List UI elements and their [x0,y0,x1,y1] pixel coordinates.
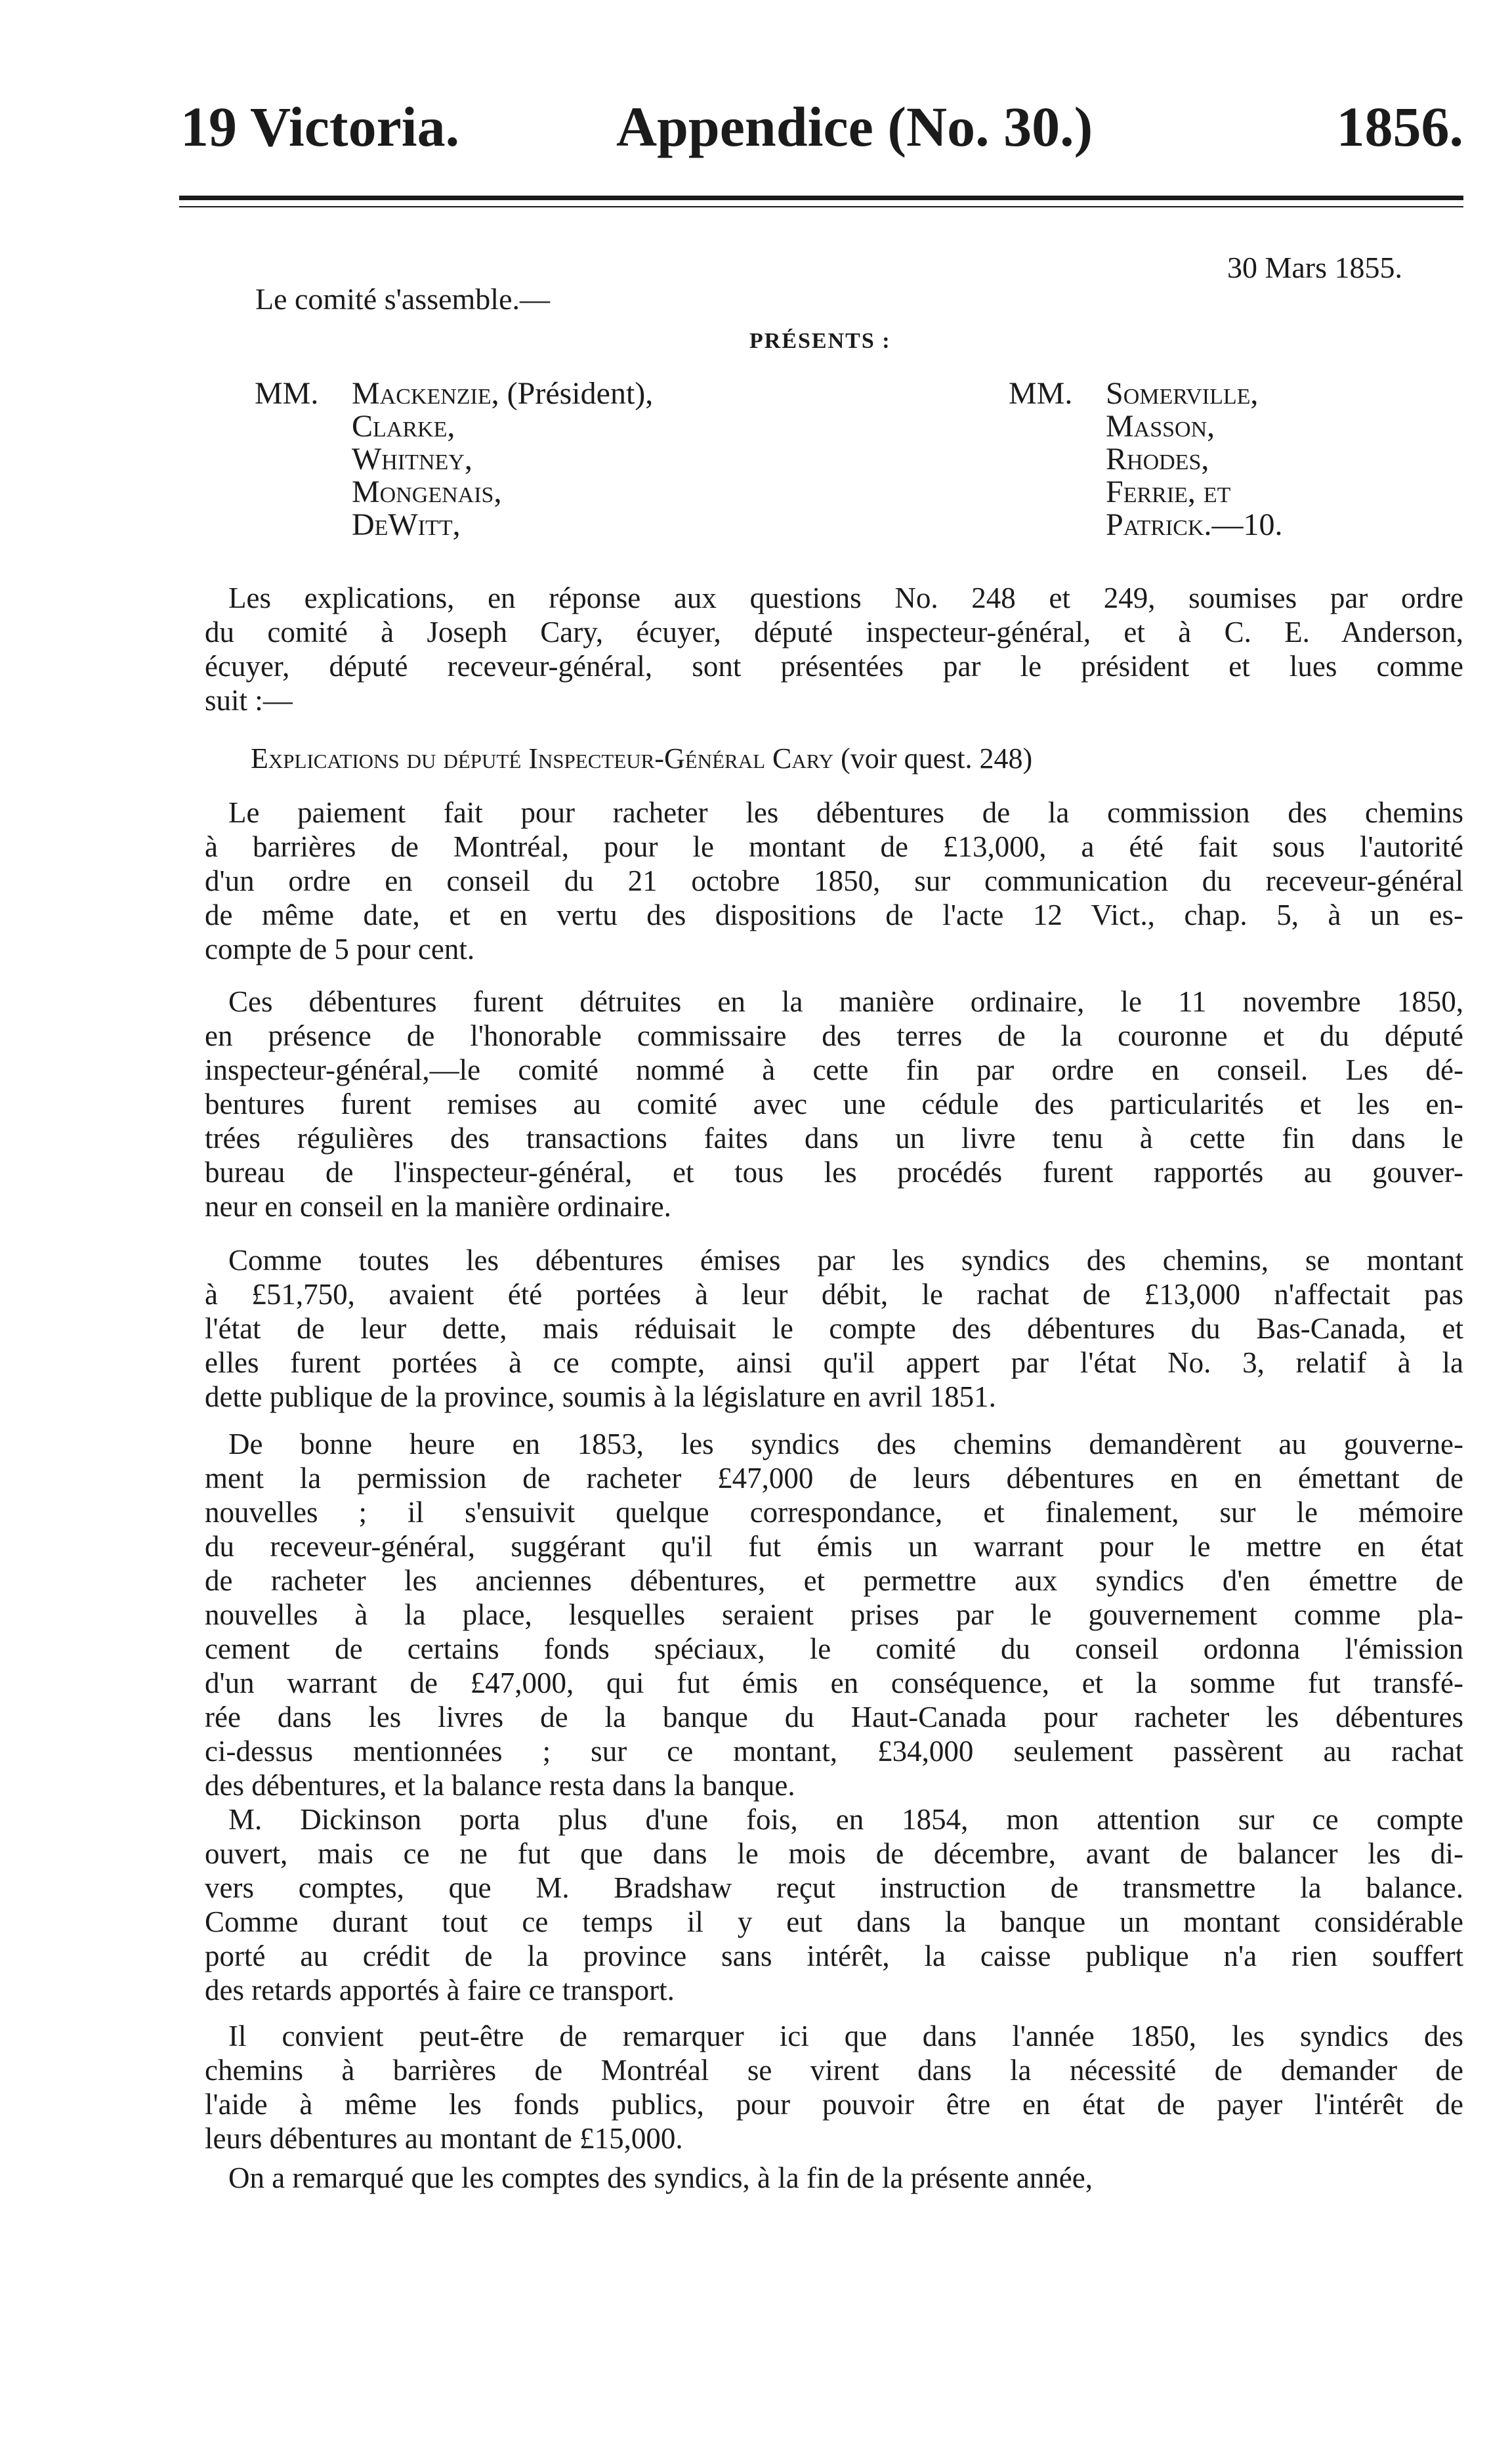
meeting-date [1227,251,1402,285]
text-line: porté au crédit de la province sans intérêt, la caisse publique n'a rien souffert [205,1940,1463,1972]
text-line: de racheter les anciennes débentures, et permettre aux syndics d'en émettre de [205,1564,1463,1597]
text-line: l'état de leur dette, mais réduisait le compte des débentures du Bas-Canada, et [205,1312,1463,1345]
text-line: Comme toutes les débentures émises par les syndics des chemins, se montant [228,1244,1463,1277]
text-line: du receveur-général, suggérant qu'il fut émis un warrant pour le mettre en état [205,1530,1463,1563]
member-name: DeWitt, [352,507,461,542]
text-line: l'aide à même les fonds publics, pour pouvoir être en état de payer l'intérêt de [205,2088,1463,2121]
text-line: bentures furent remises au comité avec une cédule des particularités et les en- [205,1088,1463,1120]
text-line: vers comptes, que M. Bradshaw reçut instruction de transmettre la balance. [205,1871,1463,1904]
header-appendix: Appendice (No. 30.) [616,95,1093,158]
body-paragraph [205,1802,1463,2007]
text-line: nouvelles ; il s'ensuivit quelque correspondance, et finalement, sur le mémoire [205,1496,1463,1529]
text-line: ouvert, mais ce ne fut que dans le mois de décembre, avant de balancer les di- [205,1837,1463,1870]
text-line: De bonne heure en 1853, les syndics des chemins demandèrent au gouverne- [228,1428,1463,1460]
header-rule-thick [179,196,1463,200]
text-line: M. Dickinson porta plus d'une fois, en 1854, mon attention sur ce compte [228,1803,1463,1836]
body-paragraph [205,1427,1463,1802]
text-line: à £51,750, avaient été portées à leur débit, le rachat de £13,000 n'affectait pas [205,1278,1463,1311]
body-paragraph [205,2161,1463,2195]
member-row [255,476,653,509]
text-line: suit :— [205,684,293,717]
member-name: Ferrie, et [1106,475,1231,509]
text-line: du comité à Joseph Cary, écuyer, député inspecteur-général, et à C. E. Anderson, [205,616,1463,648]
text-line: Le paiement fait pour racheter les débentures de la commission des chemins [228,796,1463,829]
text-line: ci-dessus mentionnées ; sur ce montant, £34,000 seulement passèrent au rachat [205,1735,1463,1768]
member-name: Patrick.—10. [1106,507,1283,542]
member-row [1009,410,1282,443]
text-line: d'un warrant de £47,000, qui fut émis en conséquence, et la somme fut transfé- [205,1667,1463,1699]
member-row [1009,443,1282,476]
text-line: en présence de l'honorable commissaire des terres de la couronne et du député [205,1019,1463,1052]
body-paragraph [205,796,1463,966]
text-line: Les explications, en réponse aux questions No. 248 et 249, soumises par ordre [228,582,1463,614]
member-row [255,443,653,476]
members-list-left [255,377,653,542]
text-line: Comme durant tout ce temps il y eut dans la banque un montant considérable [205,1905,1463,1938]
text-line: elles furent portées à ce compte, ainsi qu'il appert par l'état No. 3, relatif à la [205,1346,1463,1379]
members-list-right [1009,377,1282,542]
member-row [255,377,653,410]
text-line: de même date, et en vertu des dispositions de l'acte 12 Vict., chap. 5, à un es- [205,899,1463,931]
member-row [255,509,653,542]
header-year: 1856. [1336,95,1463,158]
member-row [1009,509,1282,542]
section-heading [251,742,1032,776]
member-name: Masson, [1106,409,1215,444]
header-rule-thin [179,206,1463,207]
text-line: chemins à barrières de Montréal se virent dans la nécessité de demander de [205,2054,1463,2087]
members-prefix: MM. [1009,376,1073,411]
text-line: Il convient peut-être de remarquer ici que dans l'année 1850, les syndics des [228,2020,1463,2052]
text-line: inspecteur-général,—le comité nommé à cette fin par ordre en conseil. Les dé- [205,1053,1463,1086]
body-paragraph [205,1243,1463,1414]
member-name: Rhodes, [1106,442,1209,477]
member-row [1009,377,1282,410]
member-name: Somerville, [1106,376,1259,411]
text-line: nouvelles à la place, lesquelles seraient prises par le gouvernement comme pla- [205,1598,1463,1631]
member-row [1009,476,1282,509]
text-line: à barrières de Montréal, pour le montant de £13,000, a été fait sous l'autorité [205,830,1463,863]
member-name: Whitney, [352,442,472,477]
member-name: Mongenais, [352,475,502,509]
presents-heading: PRÉSENTS : [749,329,891,353]
text-line: On a remarqué que les comptes des syndics, à la fin de la présente année, [228,2161,1093,2194]
text-line: bureau de l'inspecteur-général, et tous les procédés furent rapportés au gouver- [205,1156,1463,1189]
member-name: Mackenzie, [352,376,499,411]
text-line: neur en conseil en la manière ordinaire. [205,1190,671,1223]
body-paragraph [205,2019,1463,2156]
text-line: leurs débentures au montant de £15,000. [205,2122,683,2155]
members-prefix: MM. [255,376,319,411]
meeting-date-text: 30 Mars 1855. [1227,251,1402,284]
intro-paragraph [205,581,1463,717]
text-line: trées régulières des transactions faites dans un livre tenu à cette fin dans le [205,1122,1463,1155]
text-line: Ces débentures furent détruites en la manière ordinaire, le 11 novembre 1850, [228,985,1463,1018]
text-line: dette publique de la province, soumis à la législature en avril 1851. [205,1380,996,1413]
member-name: Clarke, [352,409,455,444]
text-line: ment la permission de racheter £47,000 de leurs débentures en en émettant de [205,1462,1463,1495]
body-paragraph [205,985,1463,1223]
running-header [180,91,1463,163]
text-line: rée dans les livres de la banque du Haut-Canada pour racheter les débentures [205,1701,1463,1733]
header-session: 19 Victoria. [180,95,460,158]
text-line: d'un ordre en conseil du 21 octobre 1850, sur communication du receveur-général [205,864,1463,897]
meeting-opening: Le comité s'assemble.— [255,282,550,316]
text-line: des débentures, et la balance resta dans la banque. [205,1769,795,1802]
text-line: cement de certains fonds spéciaux, le comité du conseil ordonna l'émission [205,1632,1463,1665]
section-heading-title: Explications du député Inspecteur-Général Cary [251,742,834,775]
president-note: (Président), [507,376,654,411]
text-line: compte de 5 pour cent. [205,933,475,966]
section-heading-ref: (voir quest. 248) [833,742,1033,775]
member-row [255,410,653,443]
text-line: écuyer, député receveur-général, sont présentées par le président et lues comme [205,650,1463,683]
text-line: des retards apportés à faire ce transport. [205,1974,675,2007]
